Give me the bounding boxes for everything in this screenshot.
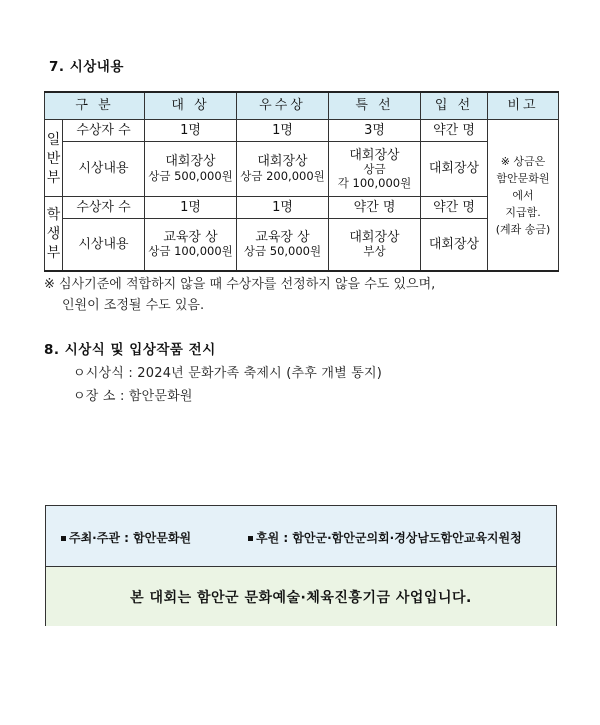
square-bullet-icon	[61, 536, 66, 541]
general-content-selected: 대회장상	[421, 142, 488, 197]
header-special: 특 선	[329, 92, 421, 120]
header-selected: 입 선	[421, 92, 488, 120]
selection-note-line2: 인원이 조정될 수도 있음.	[62, 298, 205, 313]
header-category: 구 분	[45, 92, 145, 120]
general-content-grand: 대회장상 상금 500,000원	[145, 142, 237, 197]
remark-cell: ※ 상금은 함안문화원 에서 지급함. (계좌 송금)	[488, 120, 559, 271]
general-content-excellence: 대회장상 상금 200,000원	[237, 142, 329, 197]
host-info: 주최·주관 : 함안문화원	[61, 529, 191, 546]
general-content-label: 시상내용	[63, 142, 145, 197]
student-winners-excellence: 1명	[237, 197, 329, 219]
section-7-title: 7. 시상내용	[49, 59, 124, 75]
general-winners-grand: 1명	[145, 120, 237, 142]
award-table	[44, 91, 559, 272]
ceremony-info: ㅇ시상식 : 2024년 문화가족 축제시 (추후 개별 통지)	[73, 366, 382, 381]
student-content-selected: 대회장상	[421, 218, 488, 271]
square-bullet-icon	[248, 536, 253, 541]
selection-note-line1: ※ 심사기준에 적합하지 않을 때 수상자를 선정하지 않을 수도 있으며,	[44, 277, 436, 292]
general-content-special: 대회장상 상금 각 100,000원	[329, 142, 421, 197]
table-row	[45, 142, 559, 197]
venue-info: ㅇ장 소 : 함안문화원	[73, 389, 193, 404]
student-division-label: 학 생 부	[45, 197, 63, 271]
general-winners-label: 수상자 수	[63, 120, 145, 142]
student-content-grand: 교육장 상 상금 100,000원	[145, 218, 237, 271]
student-content-excellence: 교육장 상 상금 50,000원	[237, 218, 329, 271]
student-content-label: 시상내용	[63, 218, 145, 271]
student-content-special: 대회장상 부상	[329, 218, 421, 271]
general-division-label: 일 반 부	[45, 120, 63, 197]
organizer-row	[46, 506, 556, 567]
general-winners-selected: 약간 명	[421, 120, 488, 142]
table-row	[45, 120, 559, 142]
general-winners-special: 3명	[329, 120, 421, 142]
organizer-box	[45, 505, 557, 626]
table-row	[45, 218, 559, 271]
general-winners-excellence: 1명	[237, 120, 329, 142]
section-8-title: 8. 시상식 및 입상작품 전시	[44, 342, 216, 358]
student-winners-special: 약간 명	[329, 197, 421, 219]
fund-note: 본 대회는 함안군 문화예술·체육진흥기금 사업입니다.	[46, 567, 556, 626]
student-winners-label: 수상자 수	[63, 197, 145, 219]
header-grand-prize: 대 상	[145, 92, 237, 120]
student-winners-grand: 1명	[145, 197, 237, 219]
sponsor-info: 후원 : 함안군·함안군의회·경상남도함안교육지원청	[248, 529, 522, 546]
table-header-row	[45, 92, 559, 120]
student-winners-selected: 약간 명	[421, 197, 488, 219]
header-excellence: 우수상	[237, 92, 329, 120]
table-row	[45, 197, 559, 219]
header-remarks: 비고	[488, 92, 559, 120]
